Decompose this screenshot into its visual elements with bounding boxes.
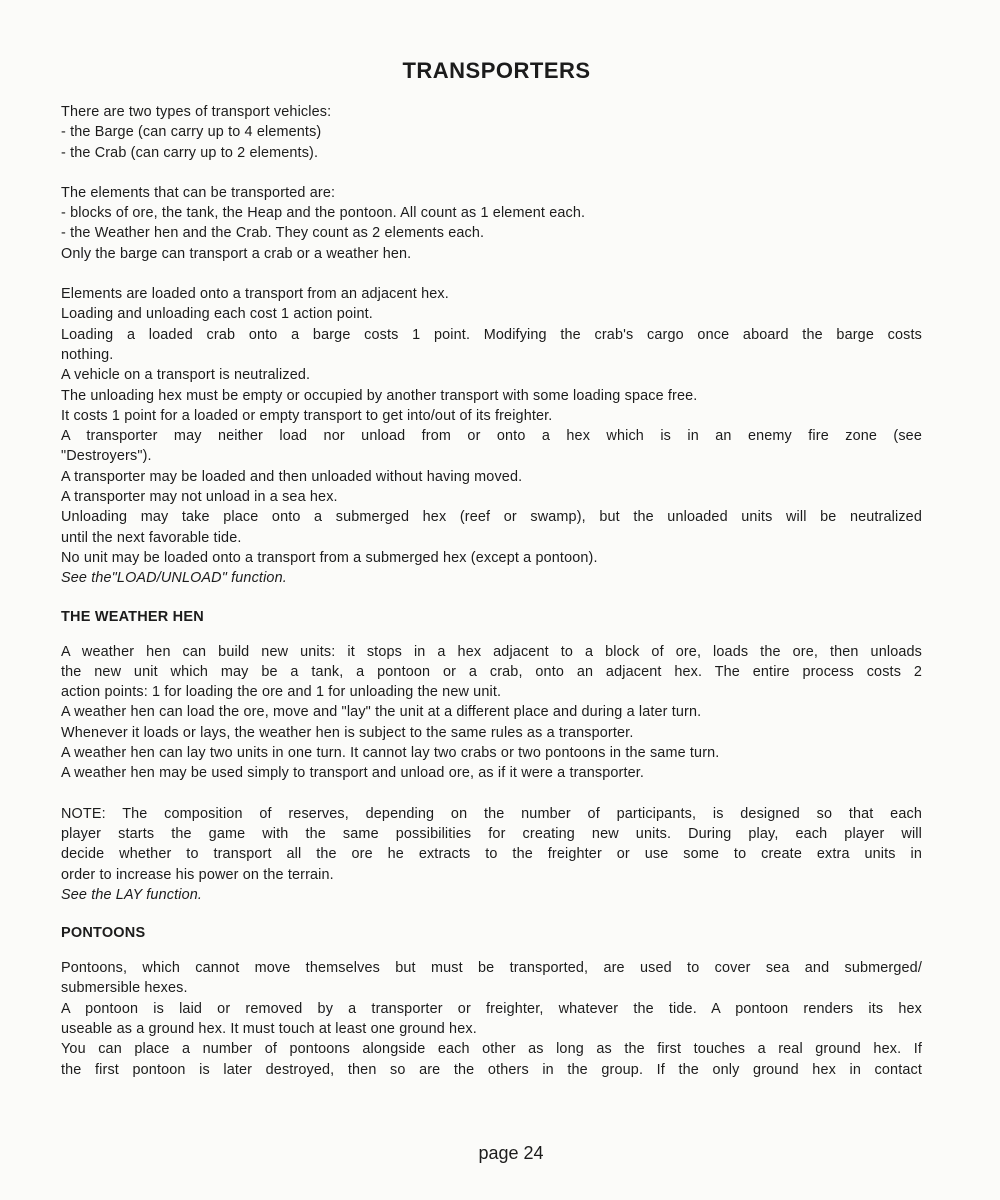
text-line: The unloading hex must be empty or occupied by another transport with some loading space free.	[61, 387, 698, 404]
section-heading: PONTOONS	[61, 925, 146, 942]
text-line: - the Barge (can carry up to 4 elements)	[61, 124, 322, 141]
text-line: Only the barge can transport a crab or a weather hen.	[61, 245, 412, 262]
text-line: Pontoons, which cannot move themselves but must be transported, are used to cover sea and submerged/	[61, 960, 922, 977]
text-line: player starts the game with the same possibilities for creating new units. During play, each player will	[61, 825, 922, 842]
text-line: - the Weather hen and the Crab. They count as 2 elements each.	[61, 225, 485, 242]
text-line: A pontoon is laid or removed by a transporter or freighter, whatever the tide. A pontoon renders its hex	[61, 1000, 922, 1017]
text-line: - blocks of ore, the tank, the Heap and the pontoon. All count as 1 element each.	[61, 205, 586, 222]
text-line: action points: 1 for loading the ore and 1 for unloading the new unit.	[61, 684, 502, 701]
cross-reference-line: See the LAY function.	[61, 886, 203, 903]
text-line: You can place a number of pontoons alongside each other as long as the first touches a real ground hex. If	[61, 1041, 922, 1058]
text-line: until the next favorable tide.	[61, 529, 242, 546]
section-heading: THE WEATHER HEN	[61, 608, 204, 625]
text-line: the first pontoon is later destroyed, then so are the others in the group. If the only ground hex in contact	[61, 1061, 922, 1078]
text-line: It costs 1 point for a loaded or empty transport to get into/out of its freighter.	[61, 407, 553, 424]
text-line: - the Crab (can carry up to 2 elements).	[61, 144, 319, 161]
text-line: A weather hen may be used simply to transport and unload ore, as if it were a transporter.	[61, 765, 645, 782]
text-line: A vehicle on a transport is neutralized.	[61, 367, 311, 384]
document-body	[61, 102, 922, 1080]
text-line: Unloading may take place onto a submerged hex (reef or swamp), but the unloaded units will be neutralized	[61, 509, 922, 526]
text-line: submersible hexes.	[61, 980, 188, 997]
paragraph	[61, 958, 922, 1080]
paragraph	[61, 284, 922, 588]
paragraph	[61, 102, 922, 163]
text-line: A weather hen can build new units: it stops in a hex adjacent to a block of ore, loads the ore, then unloads	[61, 643, 922, 660]
paragraph	[61, 183, 922, 264]
text-line: A transporter may neither load nor unload from or onto a hex which is in an enemy fire zone (see	[61, 428, 922, 445]
text-line: A transporter may be loaded and then unloaded without having moved.	[61, 468, 523, 485]
text-line: the new unit which may be a tank, a pontoon or a crab, onto an adjacent hex. The entire process costs 2	[61, 663, 922, 680]
cross-reference-line: See the"LOAD/UNLOAD" function.	[61, 570, 287, 587]
text-line: There are two types of transport vehicles:	[61, 104, 332, 120]
text-line: Loading a loaded crab onto a barge costs 1 point. Modifying the crab's cargo once aboard the barge costs	[61, 326, 922, 343]
text-line: Whenever it loads or lays, the weather hen is subject to the same rules as a transporter.	[61, 724, 634, 741]
paragraph	[61, 804, 922, 905]
text-line: NOTE: The composition of reserves, depending on the number of participants, is designed so that each	[61, 805, 922, 822]
text-line: A transporter may not unload in a sea hex.	[61, 489, 338, 506]
text-line: The elements that can be transported are:	[61, 184, 336, 201]
text-line: Elements are loaded onto a transport from an adjacent hex.	[61, 286, 449, 303]
text-line: useable as a ground hex. It must touch at least one ground hex.	[61, 1020, 477, 1037]
text-line: No unit may be loaded onto a transport from a submerged hex (except a pontoon).	[61, 549, 598, 566]
text-line: "Destroyers").	[61, 448, 152, 465]
text-line: A weather hen can load the ore, move and "lay" the unit at a different place and during a later turn.	[61, 704, 702, 721]
text-line: A weather hen can lay two units in one turn. It cannot lay two crabs or two pontoons in the same turn.	[61, 745, 720, 762]
text-line: nothing.	[61, 346, 114, 363]
paragraph	[61, 642, 922, 784]
text-line: order to increase his power on the terrain.	[61, 866, 334, 883]
text-line: Loading and unloading each cost 1 action point.	[61, 306, 373, 323]
page-number: page 24	[478, 1143, 544, 1163]
page-title: TRANSPORTERS	[402, 58, 591, 83]
text-line: decide whether to transport all the ore he extracts to the freighter or use some to create extra units in	[61, 846, 922, 863]
